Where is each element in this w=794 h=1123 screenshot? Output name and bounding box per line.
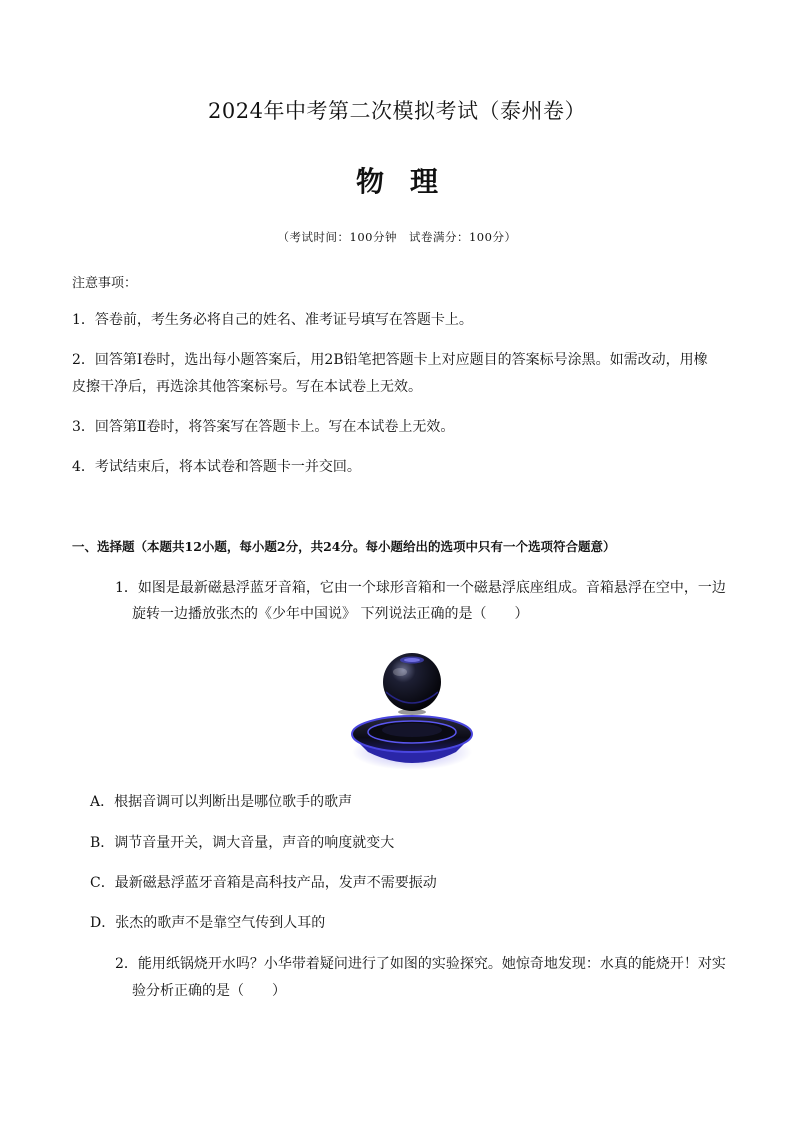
question-2-stem-line-2: 验分析正确的是（ ）: [132, 983, 286, 999]
question-1-option-d: D．张杰的歌声不是靠空气传到人耳的: [90, 915, 326, 931]
notice-item-4: 4．考试结束后，将本试卷和答题卡一并交回。: [72, 459, 361, 475]
notice-item-3: 3．回答第Ⅱ卷时，将答案写在答题卡上。写在本试卷上无效。: [72, 419, 455, 435]
exam-info: （考试时间：100分钟 试卷满分：100分）: [277, 230, 517, 244]
question-2-stem-line-1: 2．能用纸锅烧开水吗？小华带着疑问进行了如图的实验探究。她惊奇地发现：水真的能烧开！对实: [115, 956, 726, 972]
subject-title: 物理: [355, 165, 464, 198]
notice-item-1: 1．答卷前，考生务必将自己的姓名、准考证号填写在答题卡上。: [72, 312, 473, 328]
notice-item-2-continued: 皮擦干净后，再选涂其他答案标号。写在本试卷上无效。: [72, 379, 422, 395]
question-1-stem-line-2: 旋转一边播放张杰的《少年中国说》 下列说法正确的是（ ）: [132, 606, 529, 622]
question-1-option-c: C．最新磁悬浮蓝牙音箱是高科技产品，发声不需要振动: [90, 875, 437, 891]
notice-item-2: 2．回答第Ⅰ卷时，选出每小题答案后，用2B铅笔把答题卡上对应题目的答案标号涂黑。如需改动，用橡: [72, 352, 708, 368]
exam-title: 2024年中考第二次模拟考试（泰州卷）: [208, 99, 586, 123]
question-1-stem-line-1: 1．如图是最新磁悬浮蓝牙音箱，它由一个球形音箱和一个磁悬浮底座组成。音箱悬浮在空中，一边: [115, 580, 726, 596]
question-1-option-b: B．调节音量开关，调大音量，声音的响度就变大: [90, 835, 395, 851]
levitating-speaker-image: [350, 652, 474, 774]
notice-heading: 注意事项：: [72, 276, 138, 291]
section-heading: 一、选择题（本题共12小题，每小题2分，共24分。每小题给出的选项中只有一个选项符合题意）: [72, 539, 616, 554]
speaker-figure: [350, 652, 474, 774]
question-1-option-a: A．根据音调可以判断出是哪位歌手的歌声: [90, 794, 353, 810]
